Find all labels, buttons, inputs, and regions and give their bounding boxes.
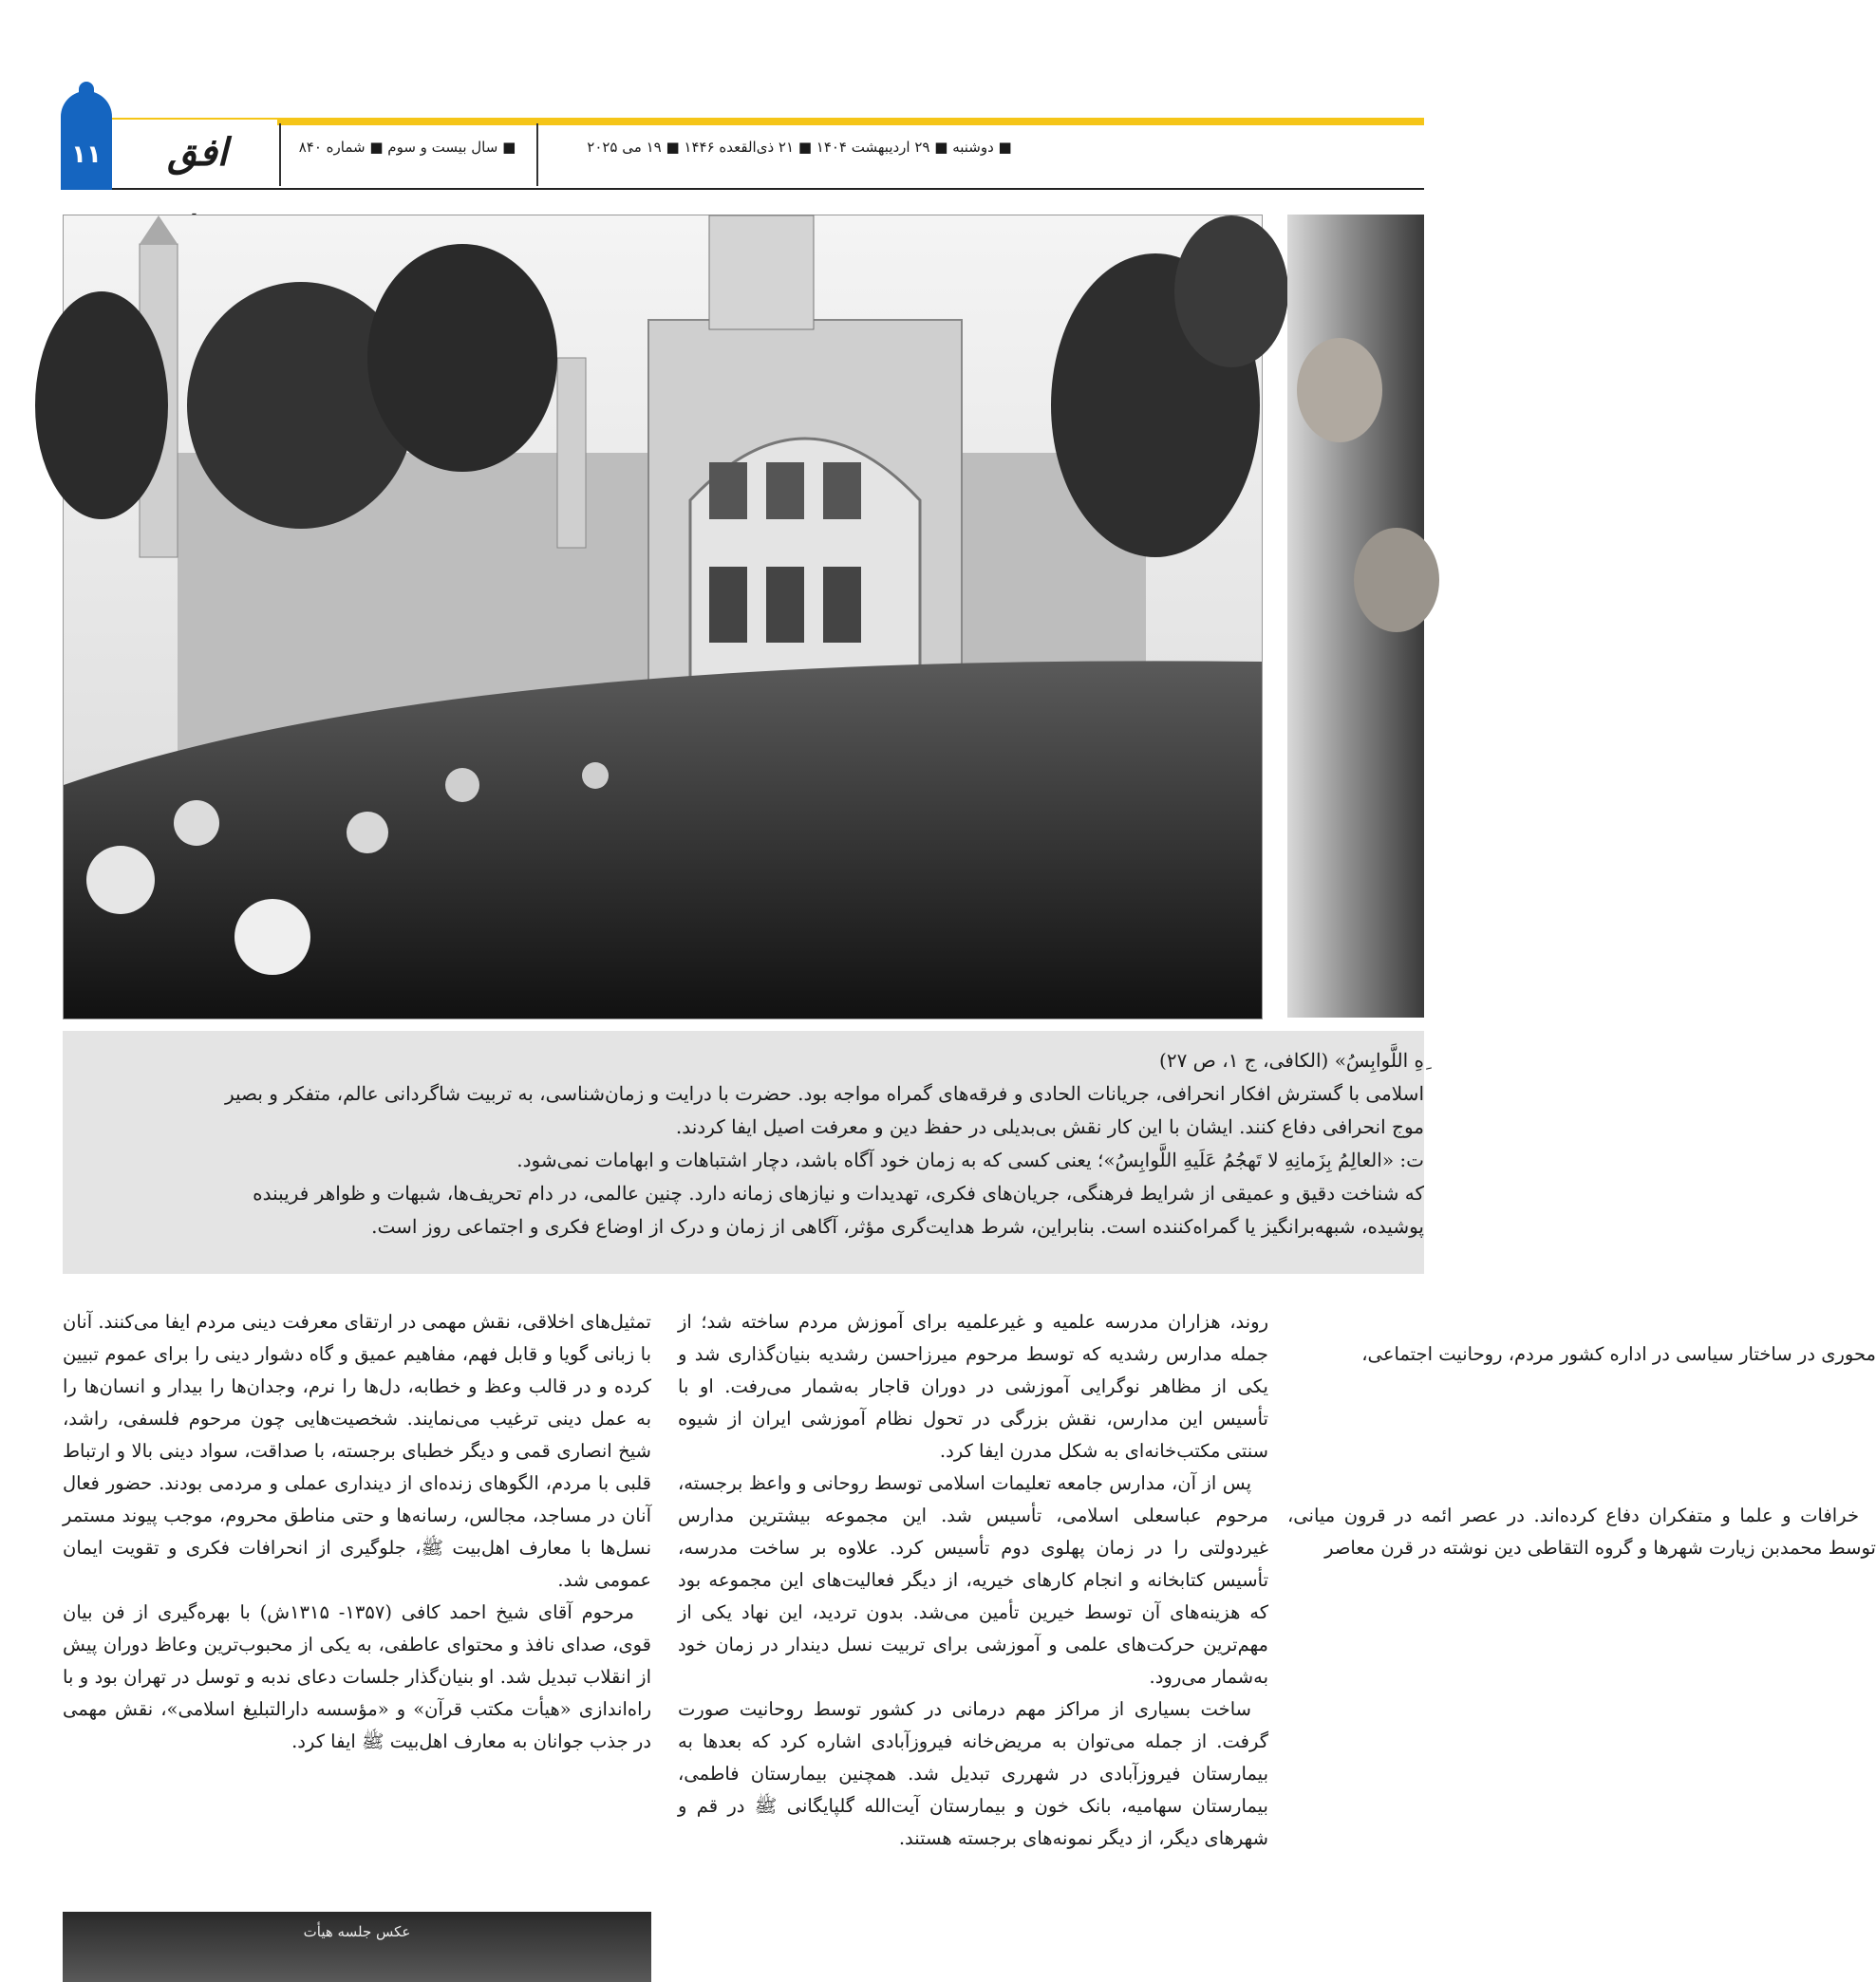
bottom-photo-banner: عکس جلسه هیأت (303, 1923, 411, 1940)
paragraph: پس از آن، مدارس جامعه تعلیمات اسلامی توسط روحانی و واعظ برجسته، مرحوم عباسعلی اسلامی، تأسیس شد. این مجموعه بیشترین مدارس غیردولتی را در زمان پهلوی دوم تأسیس کرد. علاوه بر ساخت مدرسه، تأسیس کتابخانه و انجام کارهای خیریه، از دیگر فعالیت‌های این مجموعه بود که هزینه‌های آن توسط خیرین تأمین می‌شد. بدون تردید، این نهاد یکی از مهم‌ترین حرکت‌های علمی و آموزشی برای تربیت نسل دیندار در زمان خود به‌شمار می‌رود. (678, 1472, 1268, 1688)
quote-line: که شناخت دقیق و عمیقی از شرایط فرهنگی، جریان‌های فکری، تهدیدات و نیازهای زمانه دارد. چنین عالمی، در دام تحریف‌ها، شبهات و ظواهر فریبنده (253, 1182, 1424, 1205)
paragraph: روند، هزاران مدرسه علمیه و غیرعلمیه برای آموزش مردم ساخته شد؛ از جمله مدارس رشدیه که توسط مرحوم میرزاحسن رشدیه بنیان‌گذاری شد و یکی از مظاهر نوگرایی آموزشی در دوران قاجار به‌شمار می‌رفت. او با تأسیس این مدارس، نقش بزرگی در تحول نظام آموزشی ایران از شیوه سنتی مکتب‌خانه‌ای به شکل مدرن ایفا کرد. (678, 1311, 1268, 1462)
quote-line: پوشیده، شبهه‌برانگیز یا گمراه‌کننده است. بنابراین، شرط هدایت‌گری مؤثر، آگاهی از زمان و درک از اوضاع فکری و اجتماعی روز است. (371, 1215, 1424, 1238)
main-photo-illustration (64, 215, 1262, 1019)
page-number-badge (61, 91, 112, 190)
paragraph: ساخت بسیاری از مراکز مهم درمانی در کشور توسط روحانیت صورت گرفت. از جمله می‌توان به مریض‌خانه فیروزآبادی اشاره کرد که بعدها به بیمارستان فیروزآبادی در شهرری تبدیل شد. همچنین بیمارستان فاطمی، بیمارستان سهامیه، بانک خون و بیمارستان آیت‌الله گلپایگانی ﷺ در قم و شهرهای دیگر، از دیگر نمونه‌های برجسته هستند. (678, 1698, 1268, 1849)
quote-text (76, 1044, 1424, 1243)
quote-line: موج انحرافی دفاع کنند. ایشان با این کار نقش بی‌بدیلی در حفظ دین و معرفت اصیل ایفا کردند. (675, 1115, 1424, 1138)
quote-line: ت: «العالِمُ بِزَمانِهِ لا تَهجُمُ عَلَیهِ اللَّوابِسُ»؛ یعنی کسی که به زمان خود آگاه باشد، دچار اشتباهات و ابهامات نمی‌شود. (516, 1149, 1424, 1171)
header-accent-stripe (277, 118, 1424, 125)
bottom-photo (63, 1912, 651, 1982)
date-line: ■ دوشنبه ■ ۲۹ اردیبهشت ۱۴۰۴ ■ ۲۱ ذی‌القعده ۱۴۴۶ ■ ۱۹ می ۲۰۲۵ (587, 139, 1012, 156)
quote-line: اسلامی با گسترش افکار انحرافی، جریانات الحادی و فرقه‌های گمراه مواجه بود. حضرت با درایت و زمان‌شناسی، به تربیت شاگردانی عالم، متفکر و بصیر (224, 1082, 1424, 1105)
quote-line: ِهِ اللَّوابِسُ» (الکافی، ج ۱، ص ۲۷) (1159, 1049, 1424, 1072)
main-photo (63, 215, 1263, 1019)
paragraph: تمثیل‌های اخلاقی، نقش مهمی در ارتقای معرفت دینی مردم ایفا می‌کنند. آنان با زبانی گویا و قابل فهم، مفاهیم عمیق و گاه دشوار دینی را برای عموم تبیین کرده و در قالب وعظ و خطابه، دل‌ها را نرم، وجدان‌ها را بیدار و انسان‌ها را به عمل دینی ترغیب می‌نمایند. شخصیت‌هایی چون مرحوم فلسفی، راشد، شیخ انصاری قمی و دیگر خطبای برجسته، با صداقت، سواد دینی بالا و ارتباط قلبی با مردم، الگوهای زنده‌ای از دینداری عملی و مردمی بودند. حضور فعال آنان در مساجد، مجالس، رسانه‌ها و حتی مناطق محروم، موجب پیوند مستمر نسل‌ها با معارف اهل‌بیت ﷺ، جلوگیری از انحرافات فکری و تقویت ایمان عمومی شد. (63, 1311, 651, 1591)
paragraph: خرافات و علما و متفکران دفاع کرده‌اند. در عصر ائمه در قرون میانی، توسط محمدبن زیارت شهرها و گروه التقاطی دین نوشته در قرن معاصر (1287, 1505, 1876, 1559)
quote-box (63, 1031, 1424, 1274)
face-shape (1297, 338, 1382, 442)
side-photo (1287, 215, 1424, 1018)
badge-dome-icon (79, 82, 94, 97)
paragraph: مرحوم آقای شیخ احمد کافی (۱۳۵۷- ۱۳۱۵ش) با بهره‌گیری از فن بیان قوی، صدای نافذ و محتوای عاطفی، به یکی از محبوب‌ترین وعاظ دوران پیش از انقلاب تبدیل شد. او بنیان‌گذار جلسات دعای ندبه و توسل در تهران بود و با راه‌اندازی «هیأت مکتب قرآن» و «مؤسسه دارالتبلیغ اسلامی»، نقش مهمی در جذب جوانان به معارف اهل‌بیت ﷺ ایفا کرد. (63, 1601, 651, 1752)
article-column-left (63, 1306, 651, 1895)
publication-logo: افق (167, 130, 228, 175)
paragraph: محوری در ساختار سیاسی در اداره کشور مردم، روحانیت اجتماعی، (1361, 1343, 1876, 1365)
face-shape (1354, 528, 1439, 632)
header-bottom-rule (63, 188, 1424, 190)
page-number: ۱۱ (71, 140, 102, 169)
article-column-middle (678, 1306, 1268, 1982)
header-divider (279, 123, 281, 186)
issue-info: ■ سال بیست و سوم ■ شماره ۸۴۰ (298, 139, 516, 156)
article-column-right (1287, 1306, 1876, 1982)
header-divider (536, 123, 538, 186)
